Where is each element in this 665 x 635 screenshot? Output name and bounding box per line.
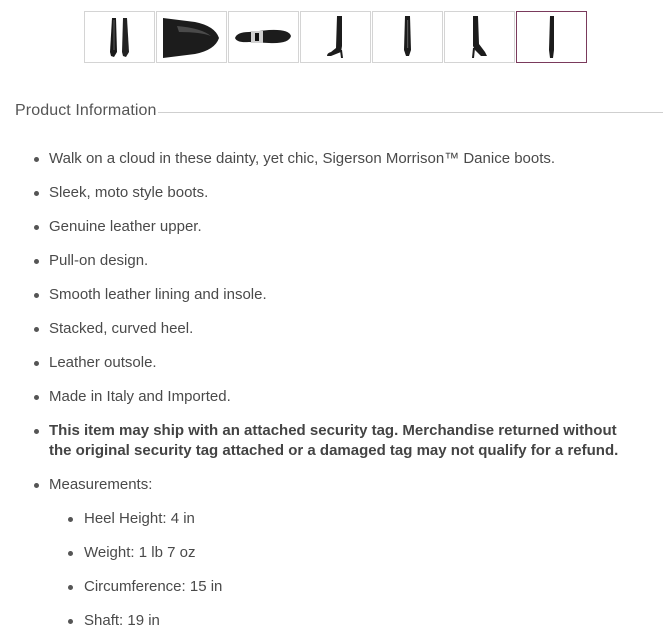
bullet-icon xyxy=(34,395,39,400)
feature-text: Made in Italy and Imported. xyxy=(49,388,231,405)
boot-sole-icon xyxy=(229,12,298,62)
bullet-icon xyxy=(34,259,39,264)
notice-text: This item may ship with an attached security tag. Merchandise returned without the original security tag attached or a damaged tag may not qualify for a refund. xyxy=(49,422,619,459)
measurement-text: Circumference: 15 in xyxy=(84,578,223,595)
section-title: Product Information xyxy=(15,102,157,119)
feature-text: Pull-on design. xyxy=(49,252,149,269)
thumbnail-5[interactable] xyxy=(372,11,443,63)
boot-side-icon xyxy=(301,12,370,62)
measurements-label: Measurements: xyxy=(49,476,153,493)
section-divider xyxy=(158,112,663,113)
thumbnail-1[interactable] xyxy=(84,11,155,63)
bullet-icon xyxy=(34,327,39,332)
feature-text: Smooth leather lining and insole. xyxy=(49,286,267,303)
bullet-icon xyxy=(34,157,39,162)
feature-text: Stacked, curved heel. xyxy=(49,320,194,337)
bullet-icon xyxy=(34,225,39,230)
measurement-text: Heel Height: 4 in xyxy=(84,510,195,527)
thumbnail-4[interactable] xyxy=(300,11,371,63)
measurement-text: Shaft: 19 in xyxy=(84,612,160,629)
boot-top-icon xyxy=(157,12,226,62)
bullet-icon xyxy=(34,483,39,488)
thumbnail-6[interactable] xyxy=(444,11,515,63)
bullet-icon xyxy=(68,585,73,590)
bullet-icon xyxy=(34,361,39,366)
feature-text: Leather outsole. xyxy=(49,354,157,371)
feature-text: Sleek, moto style boots. xyxy=(49,184,209,201)
thumbnail-2[interactable] xyxy=(156,11,227,63)
bullet-icon xyxy=(34,293,39,298)
boot-angle-icon xyxy=(445,12,514,62)
bullet-icon xyxy=(34,191,39,196)
boot-front-icon xyxy=(85,12,154,62)
bullet-icon xyxy=(68,551,73,556)
feature-text: Walk on a cloud in these dainty, yet chic, Sigerson Morrison™ Danice boots. xyxy=(49,150,556,167)
measurement-text: Weight: 1 lb 7 oz xyxy=(84,544,196,561)
bullet-icon xyxy=(68,619,73,624)
section-header xyxy=(15,100,663,124)
boot-back-icon xyxy=(373,12,442,62)
bullet-icon xyxy=(34,429,39,434)
thumbnail-3[interactable] xyxy=(228,11,299,63)
feature-text: Genuine leather upper. xyxy=(49,218,202,235)
thumbnail-strip xyxy=(84,11,588,63)
bullet-icon xyxy=(68,517,73,522)
boot-rear-icon xyxy=(517,12,586,62)
thumbnail-7[interactable] xyxy=(516,11,587,63)
